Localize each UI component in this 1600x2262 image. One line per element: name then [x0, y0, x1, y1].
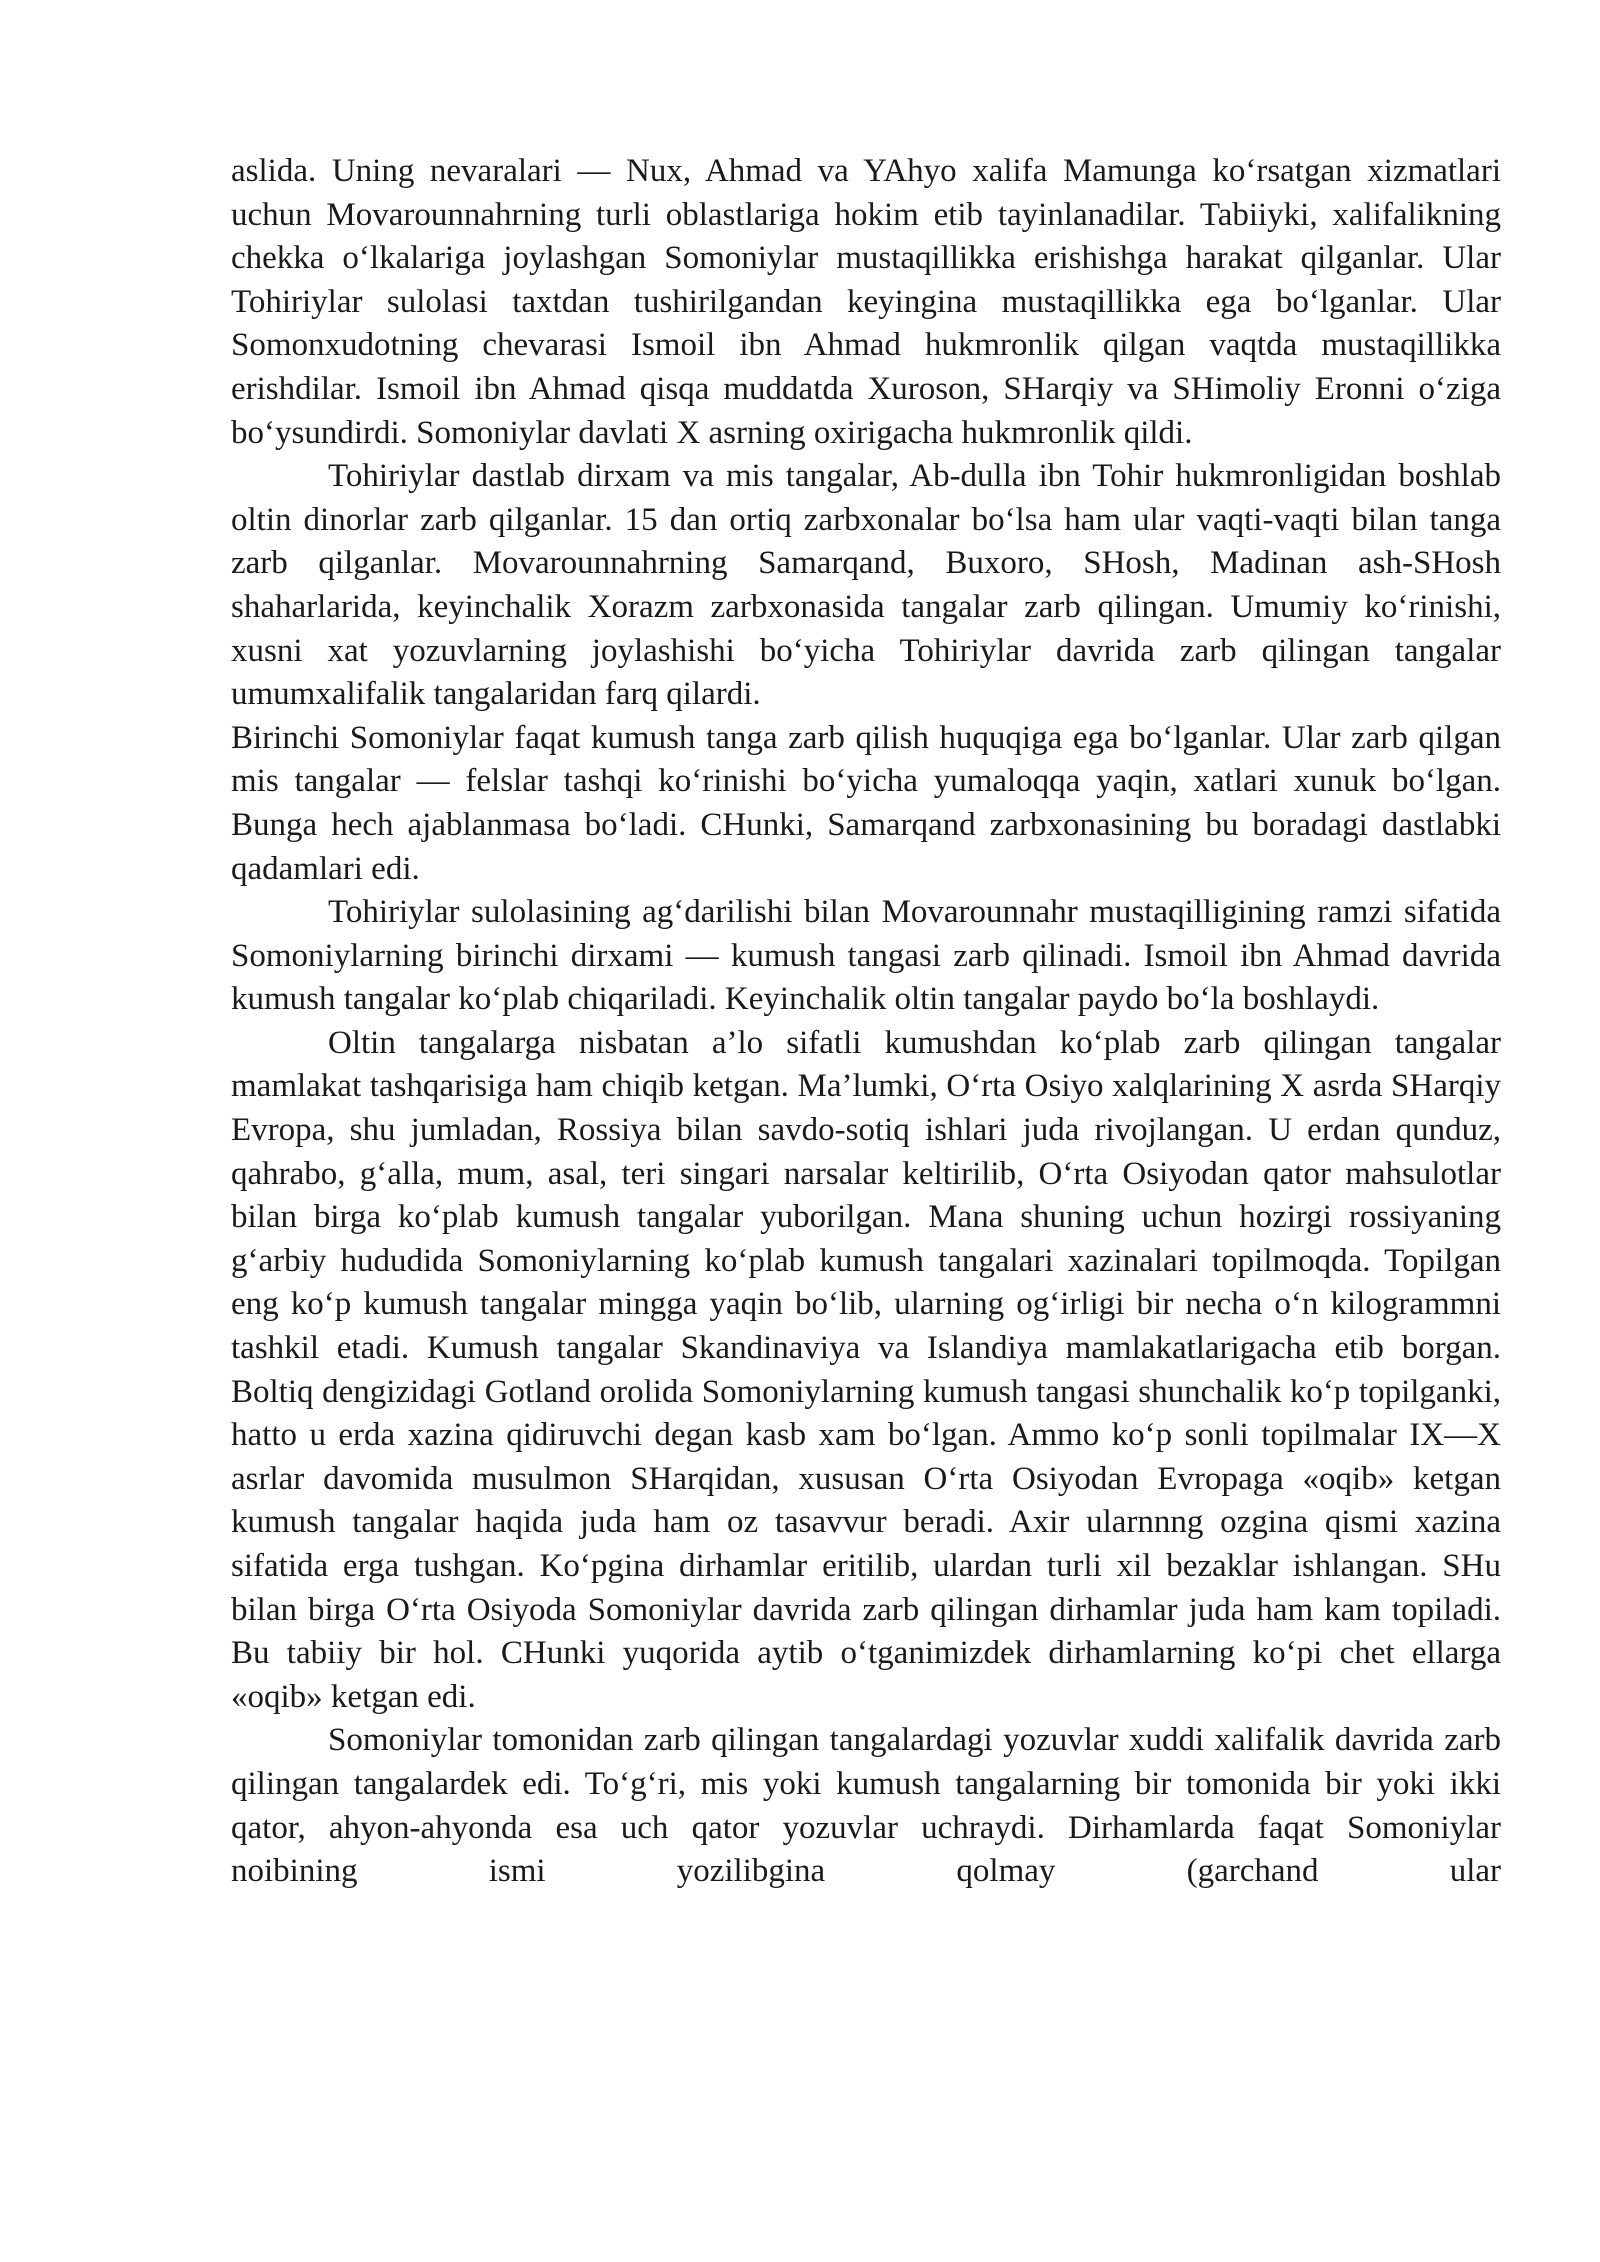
- paragraph-2: Tohiriylar dastlab dirxam va mis tangalar, Ab-dulla ibn Tohir hukmronligidan boshlab oltin dinorlar zarb qilganlar. 15 dan ortiq zarbxonalar boʻlsa ham ular vaqti-vaqti bilan tanga zarb qilganlar. Movarounnahrning Samarqand, Buxoro, SHosh, Madinan ash-SHosh shaharlarida, keyinchalik Xorazm zarbxonasida tangalar zarb qilingan. Umumiy koʻrinishi, xusni xat yozuvlarning joylashishi boʻyicha Tohiriylar davrida zarb qilingan tangalar umumxalifalik tangalaridan farq qilardi.: [231, 458, 1501, 713]
- paragraph-5: Oltin tangalarga nisbatan a’lo sifatli kumushdan koʻplab zarb qilingan tangalar mamlakat tashqarisiga ham chiqib ketgan. Ma’lumki, Oʻrta Osiyo xalqlarining X asrda SHarqiy Evropa, shu jumladan, Rossiya bilan savdo-sotiq ishlari juda rivojlangan. U erdan qunduz, qahrabo, gʻalla, mum, asal, teri singari narsalar keltirilib, Oʻrta Osiyodan qator mahsulotlar bilan birga koʻplab kumush tangalar yuborilgan. Mana shuning uchun hozirgi rossiyaning gʻarbiy hududida Somoniylarning koʻplab kumush tangalari xazinalari topilmoqda. Topilgan eng koʻp kumush tangalar mingga yaqin boʻlib, ularning ogʻirligi bir necha oʻn kilogrammni tashkil etadi. Kumush tangalar Skandinaviya va Islandiya mamlakatlarigacha etib borgan. Boltiq dengizidagi Gotland orolida Somoniylarning kumush tangasi shunchalik koʻp topilganki, hatto u erda xazina qidiruvchi degan kasb xam boʻlgan. Ammo koʻp sonli topilmalar IX—X asrlar davomida musulmon SHarqidan, xususan Oʻrta Osiyodan Evropaga «oqib» ketgan kumush tangalar haqida juda ham oz tasavvur beradi. Axir ularnnng ozgina qismi xazina sifatida erga tushgan. Koʻpgina dirhamlar eritilib, ulardan turli xil bezaklar ishlangan. SHu bilan birga Oʻrta Osiyoda Somoniylar davrida zarb qilingan dirhamlar juda ham kam topiladi. Bu tabiiy bir hol. CHunki yuqorida aytib oʻtganimizdek dirhamlarning koʻpi chet ellarga «oqib» ketgan edi.: [231, 1024, 1501, 1715]
- paragraph-1: aslida. Uning nevaralari — Nux, Ahmad va YAhyo xalifa Mamunga koʻrsatgan xizmatlari uchun Movarounnahrning turli oblastlariga hokim etib tayinlanadilar. Tabiiyki, xalifalikning chekka oʻlkalariga joylashgan Somoniylar mustaqillikka erishishga harakat qilganlar. Ular Tohiriylar sulolasi taxtdan tushirilgandan keyingina mustaqillikka ega boʻlganlar. Ular Somonxudotning chevarasi Ismoil ibn Ahmad hukmronlik qilgan vaqtda mustaqillikka erishdilar. Ismoil ibn Ahmad qisqa muddatda Xuroson, SHarqiy va SHimoliy Eronni oʻziga boʻysundirdi. Somoniylar davlati X asrning oxirigacha hukmronlik qildi.: [231, 153, 1501, 451]
- document-page: [231, 150, 1501, 1894]
- paragraph-3: Birinchi Somoniylar faqat kumush tanga zarb qilish huquqiga ega boʻlganlar. Ular zarb qilgan mis tangalar — felslar tashqi koʻrinishi boʻyicha yumaloqqa yaqin, xatlari xunuk boʻlgan. Bunga hech ajablanmasa boʻladi. CHunki, Samarqand zarbxonasining bu boradagi dastlabki qadamlari edi.: [231, 719, 1501, 887]
- paragraph-4: Tohiriylar sulolasining agʻdarilishi bilan Movarounnahr mustaqilligining ramzi sifatida Somoniylarning birinchi dirxami — kumush tangasi zarb qilinadi. Ismoil ibn Ahmad davrida kumush tangalar koʻplab chiqariladi. Keyinchalik oltin tangalar paydo boʻla boshlaydi.: [231, 894, 1501, 1018]
- paragraph-6: Somoniylar tomonidan zarb qilingan tangalardagi yozuvlar xuddi xalifalik davrida zarb qilingan tangalardek edi. Toʻgʻri, mis yoki kumush tangalarning bir tomonida bir yoki ikki qator, ahyon-ahyonda esa uch qator yozuvlar uchraydi. Dirhamlarda faqat Somoniylar noibining ismi yozilibgina qolmay (garchand ular: [231, 1722, 1501, 1890]
